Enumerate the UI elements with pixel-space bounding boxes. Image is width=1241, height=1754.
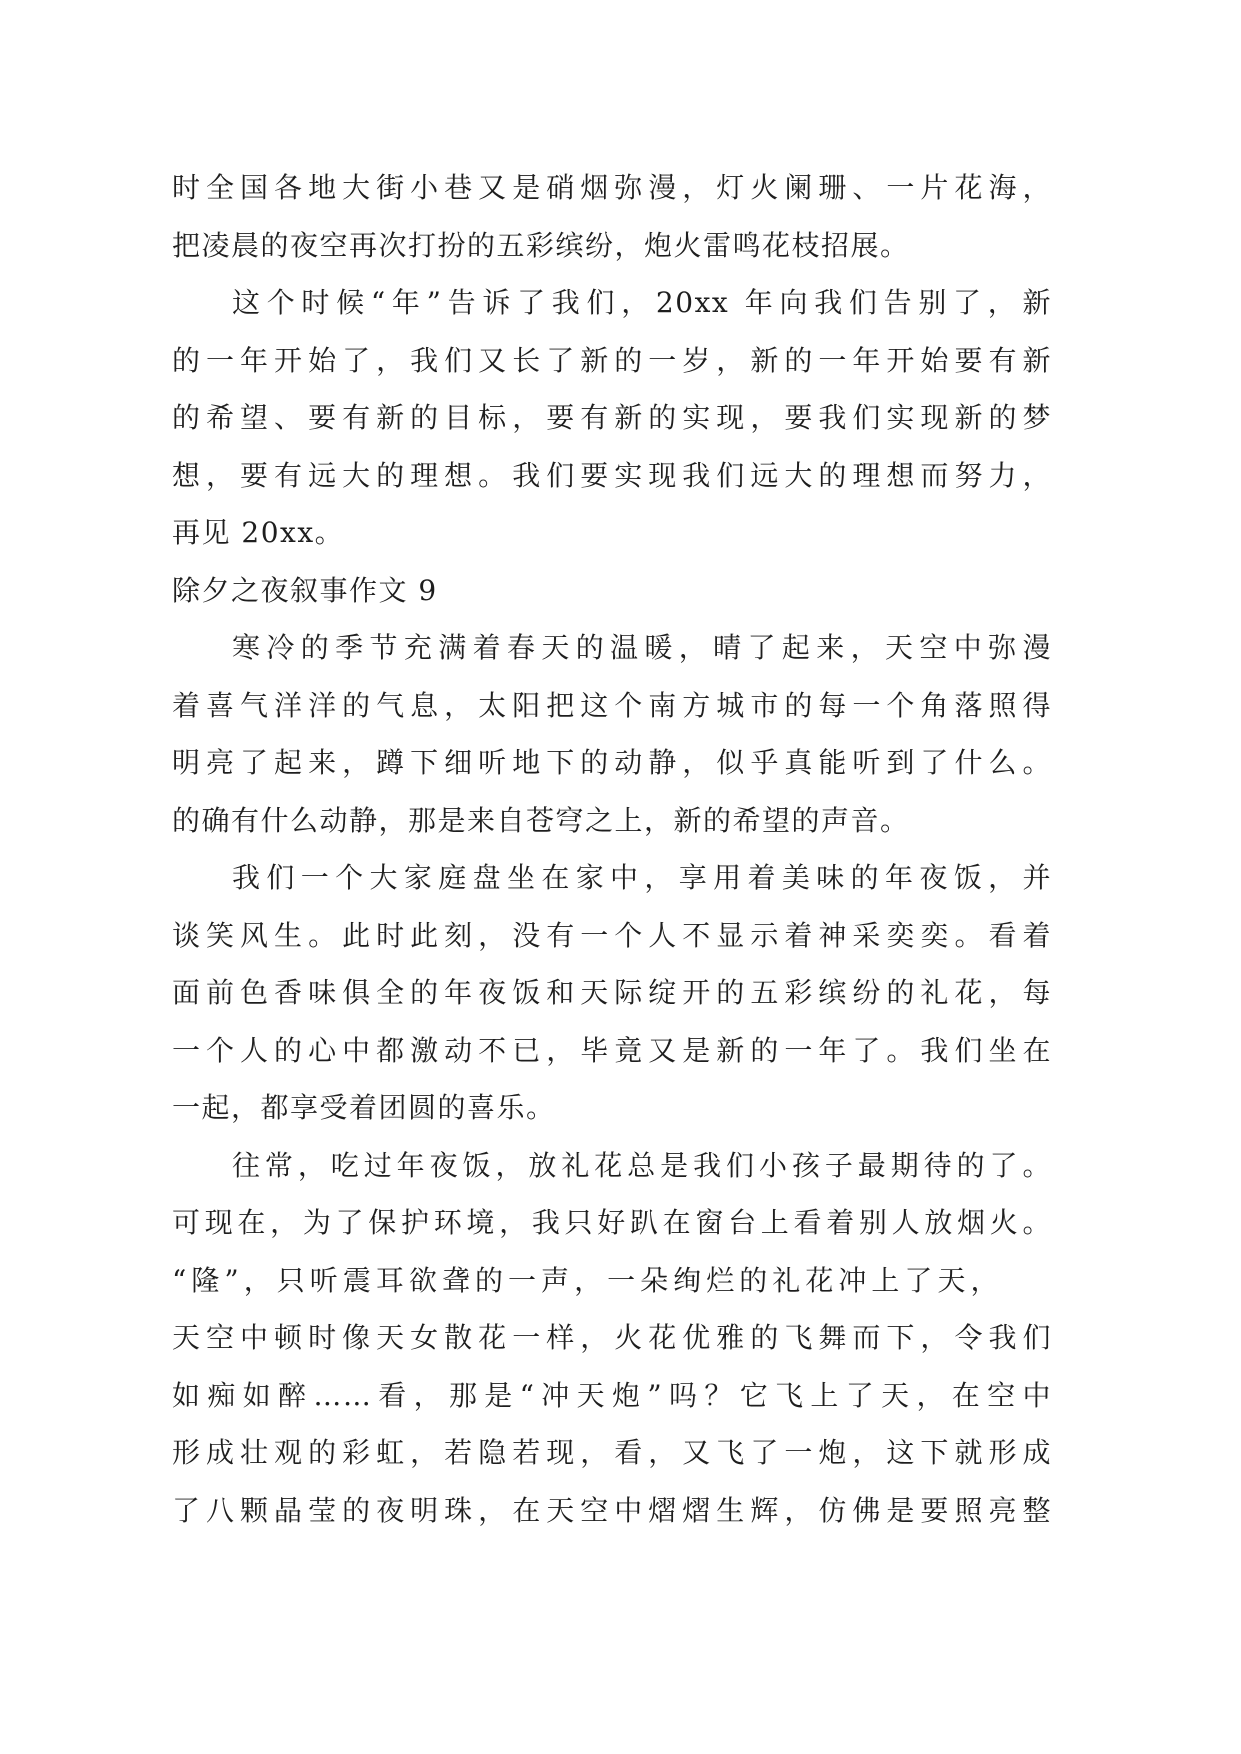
- text-line: 可现在，为了保护环境，我只好趴在窗台上看着别人放烟火。: [172, 1206, 1052, 1239]
- text-line: 形成壮观的彩虹，若隐若现，看，又飞了一炮，这下就形成: [172, 1436, 1052, 1469]
- text-line: 这个时候“年”告诉了我们，20xx 年向我们告别了，新: [232, 286, 1052, 319]
- paragraph: [172, 159, 1052, 274]
- text-line: 明亮了起来，蹲下细听地下的动静，似乎真能听到了什么。: [172, 746, 1052, 779]
- text-line: 我们一个大家庭盘坐在家中，享用着美味的年夜饭，并: [232, 861, 1052, 894]
- text-line: 着喜气洋洋的气息，太阳把这个南方城市的每一个角落照得: [172, 688, 1052, 722]
- paragraph: [172, 619, 1052, 849]
- paragraph: [172, 274, 1052, 562]
- text-line: 的一年开始了，我们又长了新的一岁，新的一年开始要有新: [172, 343, 1052, 377]
- text-line: “隆”，只听震耳欲聋的一声，一朵绚烂的礼花冲上了天，: [172, 1263, 1000, 1297]
- text-line: 再见 20xx。: [172, 516, 345, 549]
- text-line: 往常，吃过年夜饭，放礼花总是我们小孩子最期待的了。: [232, 1148, 1052, 1182]
- text-line: 一起，都享受着团圆的喜乐。: [172, 1091, 556, 1124]
- text-line: 的希望、要有新的目标，要有新的实现，要我们实现新的梦: [172, 401, 1052, 434]
- text-line: 面前色香味俱全的年夜饭和天际绽开的五彩缤纷的礼花，每: [172, 976, 1052, 1009]
- text-line: 想，要有远大的理想。我们要实现我们远大的理想而努力，: [172, 458, 1052, 492]
- text-line: 的确有什么动静，那是来自苍穹之上，新的希望的声音。: [172, 803, 910, 837]
- text-line: 一个人的心中都激动不已，毕竟又是新的一年了。我们坐在: [172, 1033, 1052, 1067]
- text-line: 如痴如醉……看，那是“冲天炮”吗？它飞上了天，在空中: [172, 1378, 1052, 1412]
- document-body: [172, 159, 1052, 1539]
- text-line: 谈笑风生。此时此刻，没有一个人不显示着神采奕奕。看着: [172, 918, 1052, 952]
- text-line: 把凌晨的夜空再次打扮的五彩缤纷，炮火雷鸣花枝招展。: [172, 228, 910, 262]
- text-line: 天空中顿时像天女散花一样，火花优雅的飞舞而下，令我们: [172, 1321, 1052, 1354]
- section-heading: 除夕之夜叙事作文 9: [172, 573, 438, 607]
- text-line: 时全国各地大街小巷又是硝烟弥漫，灯火阑珊、一片花海，: [172, 171, 1052, 204]
- text-line: 了八颗晶莹的夜明珠，在天空中熠熠生辉，仿佛是要照亮整: [172, 1493, 1052, 1527]
- paragraph: [172, 1137, 1052, 1540]
- text-line: 寒冷的季节充满着春天的温暖，晴了起来，天空中弥漫: [232, 631, 1052, 664]
- paragraph: [172, 849, 1052, 1137]
